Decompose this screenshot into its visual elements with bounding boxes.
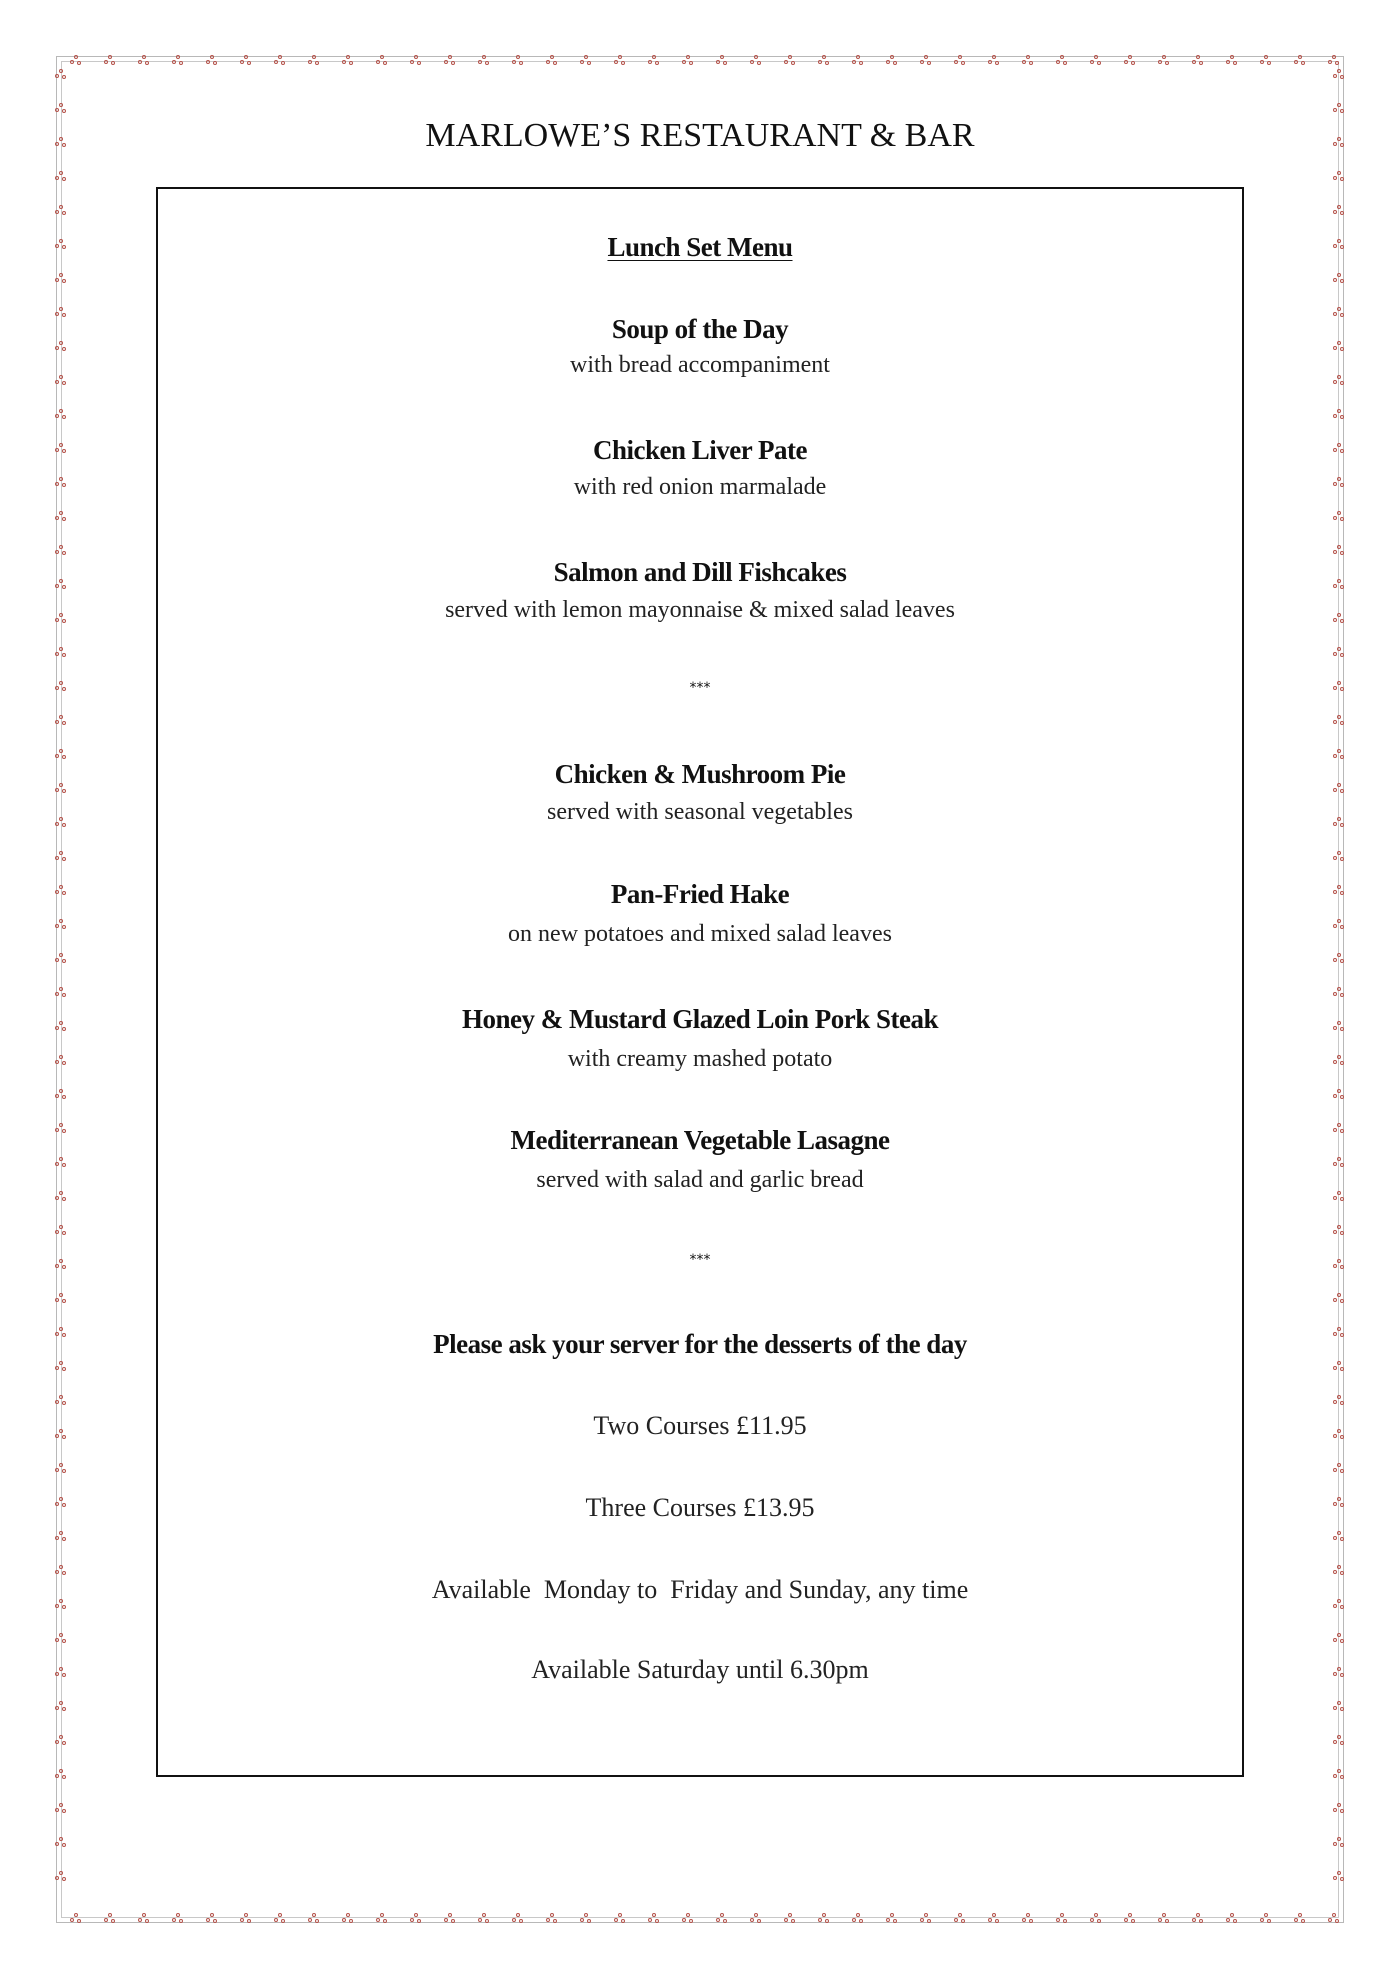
ornament-icon: [138, 1913, 150, 1925]
ornament-icon: [206, 1913, 218, 1925]
ornament-icon: [1022, 1913, 1034, 1925]
ornament-icon: [1260, 1913, 1272, 1925]
ornament-icon: [1333, 1089, 1345, 1101]
ornament-icon: [954, 1913, 966, 1925]
section-separator: ***: [689, 1252, 711, 1268]
ornament-icon: [1333, 1803, 1345, 1815]
ornament-icon: [55, 409, 67, 421]
price-three-courses: Three Courses £13.95: [585, 1493, 815, 1522]
ornament-icon: [55, 103, 67, 115]
ornament-icon: [342, 1913, 354, 1925]
ornament-icon: [376, 1913, 388, 1925]
ornament-icon: [1333, 1769, 1345, 1781]
ornament-icon: [55, 1769, 67, 1781]
ornament-icon: [988, 55, 1000, 67]
ornament-icon: [444, 1913, 456, 1925]
ornament-icon: [55, 205, 67, 217]
ornament-icon: [852, 55, 864, 67]
ornament-icon: [1333, 69, 1345, 81]
ornament-icon: [1333, 1633, 1345, 1645]
ornament-icon: [1090, 55, 1102, 67]
ornament-icon: [55, 1089, 67, 1101]
main-name: Pan-Fried Hake: [610, 879, 790, 909]
starter-name: Chicken Liver Pate: [593, 435, 807, 465]
ornament-icon: [954, 55, 966, 67]
ornament-icon: [172, 1913, 184, 1925]
ornament-icon: [240, 1913, 252, 1925]
availability-weekdays: Available Monday to Friday and Sunday, any time: [431, 1575, 969, 1604]
ornament-icon: [614, 1913, 626, 1925]
ornament-icon: [1333, 171, 1345, 183]
ornament-icon: [1333, 1395, 1345, 1407]
ornament-icon: [55, 1871, 67, 1883]
ornament-icon: [1022, 55, 1034, 67]
ornament-icon: [274, 55, 286, 67]
ornament-icon: [1333, 1701, 1345, 1713]
ornament-icon: [55, 1735, 67, 1747]
ornament-icon: [852, 1913, 864, 1925]
ornament-icon: [920, 1913, 932, 1925]
ornament-icon: [750, 1913, 762, 1925]
ornament-icon: [818, 1913, 830, 1925]
ornament-icon: [1328, 1913, 1340, 1925]
ornament-icon: [55, 1803, 67, 1815]
ornament-icon: [1333, 273, 1345, 285]
ornament-icon: [410, 55, 422, 67]
ornament-icon: [1333, 545, 1345, 557]
ornament-icon: [1333, 647, 1345, 659]
ornament-icon: [55, 545, 67, 557]
starter-name: Salmon and Dill Fishcakes: [553, 557, 847, 587]
ornament-icon: [1056, 55, 1068, 67]
ornament-icon: [55, 953, 67, 965]
ornament-icon: [55, 1395, 67, 1407]
ornament-icon: [104, 1913, 116, 1925]
ornament-icon: [342, 55, 354, 67]
ornament-icon: [55, 1225, 67, 1237]
starter-desc: with red onion marmalade: [573, 474, 827, 500]
ornament-icon: [1124, 55, 1136, 67]
price-two-courses: Two Courses £11.95: [593, 1411, 807, 1440]
ornament-icon: [55, 69, 67, 81]
ornament-icon: [55, 273, 67, 285]
ornament-icon: [1192, 1913, 1204, 1925]
ornament-icon: [1333, 953, 1345, 965]
ornament-icon: [1333, 987, 1345, 999]
ornament-icon: [818, 55, 830, 67]
main-name: Mediterranean Vegetable Lasagne: [510, 1125, 890, 1155]
ornament-icon: [70, 1913, 82, 1925]
main-desc: with creamy mashed potato: [567, 1046, 833, 1072]
ornament-icon: [172, 55, 184, 67]
ornament-icon: [920, 55, 932, 67]
ornament-icon: [1158, 1913, 1170, 1925]
ornament-icon: [988, 1913, 1000, 1925]
ornament-icon: [1328, 55, 1340, 67]
ornament-icon: [1333, 1463, 1345, 1475]
ornament-icon: [1333, 1871, 1345, 1883]
ornament-icon: [308, 55, 320, 67]
ornament-icon: [55, 1293, 67, 1305]
ornament-icon: [1333, 715, 1345, 727]
starter-name: Soup of the Day: [611, 314, 789, 344]
ornament-icon: [55, 1837, 67, 1849]
ornament-icon: [716, 55, 728, 67]
ornament-icon: [1333, 1735, 1345, 1747]
ornament-icon: [546, 1913, 558, 1925]
ornament-icon: [1260, 55, 1272, 67]
ornament-icon: [580, 1913, 592, 1925]
ornament-icon: [546, 55, 558, 67]
ornament-icon: [1124, 1913, 1136, 1925]
ornament-icon: [1333, 205, 1345, 217]
starter-desc: served with lemon mayonnaise & mixed salad leaves: [445, 597, 955, 623]
ornament-icon: [1226, 1913, 1238, 1925]
ornament-icon: [1333, 1293, 1345, 1305]
ornament-icon: [1294, 1913, 1306, 1925]
ornament-icon: [55, 851, 67, 863]
ornament-icon: [55, 987, 67, 999]
ornament-icon: [1333, 851, 1345, 863]
ornament-icon: [1226, 55, 1238, 67]
ornament-icon: [55, 1361, 67, 1373]
main-desc: served with seasonal vegetables: [547, 799, 853, 825]
ornament-icon: [308, 1913, 320, 1925]
ornament-icon: [104, 55, 116, 67]
main-name: Honey & Mustard Glazed Loin Pork Steak: [461, 1004, 938, 1034]
main-desc: on new potatoes and mixed salad leaves: [508, 921, 892, 947]
ornament-icon: [1333, 409, 1345, 421]
main-desc: served with salad and garlic bread: [536, 1167, 864, 1193]
ornament-icon: [55, 171, 67, 183]
ornament-icon: [784, 1913, 796, 1925]
ornament-icon: [478, 55, 490, 67]
starter-desc: with bread accompaniment: [570, 352, 830, 378]
ornament-icon: [1056, 1913, 1068, 1925]
ornament-icon: [886, 1913, 898, 1925]
ornament-icon: [55, 1531, 67, 1543]
ornament-icon: [410, 1913, 422, 1925]
restaurant-title: MARLOWE’S RESTAURANT & BAR: [425, 117, 975, 154]
ornament-icon: [376, 55, 388, 67]
ornament-icon: [55, 1701, 67, 1713]
ornament-icon: [648, 55, 660, 67]
ornament-icon: [750, 55, 762, 67]
ornament-icon: [55, 715, 67, 727]
ornament-icon: [1333, 1531, 1345, 1543]
ornament-icon: [240, 55, 252, 67]
ornament-icon: [1090, 1913, 1102, 1925]
ornament-icon: [682, 1913, 694, 1925]
ornament-icon: [1192, 55, 1204, 67]
ornament-icon: [784, 55, 796, 67]
availability-saturday: Available Saturday until 6.30pm: [531, 1655, 869, 1684]
ornament-icon: [716, 1913, 728, 1925]
ornament-icon: [138, 55, 150, 67]
ornament-icon: [1333, 103, 1345, 115]
ornament-icon: [614, 55, 626, 67]
ornament-icon: [55, 511, 67, 523]
ornament-icon: [1333, 511, 1345, 523]
ornament-icon: [648, 1913, 660, 1925]
ornament-icon: [478, 1913, 490, 1925]
ornament-icon: [274, 1913, 286, 1925]
ornament-icon: [512, 1913, 524, 1925]
ornament-icon: [512, 55, 524, 67]
ornament-icon: [580, 55, 592, 67]
ornament-icon: [1294, 55, 1306, 67]
menu-box: [156, 187, 1244, 1777]
ornament-icon: [55, 1463, 67, 1475]
menu-title: Lunch Set Menu: [607, 232, 793, 262]
ornament-icon: [886, 55, 898, 67]
ornament-icon: [1158, 55, 1170, 67]
ornament-icon: [444, 55, 456, 67]
ornament-icon: [55, 647, 67, 659]
ornament-icon: [55, 1633, 67, 1645]
section-separator: ***: [689, 680, 711, 696]
ornament-icon: [1333, 1225, 1345, 1237]
ornament-icon: [206, 55, 218, 67]
ornament-icon: [70, 55, 82, 67]
ornament-icon: [1333, 1361, 1345, 1373]
desserts-note: Please ask your server for the desserts of the day: [433, 1329, 967, 1359]
ornament-icon: [682, 55, 694, 67]
main-name: Chicken & Mushroom Pie: [554, 759, 846, 789]
ornament-icon: [1333, 1837, 1345, 1849]
